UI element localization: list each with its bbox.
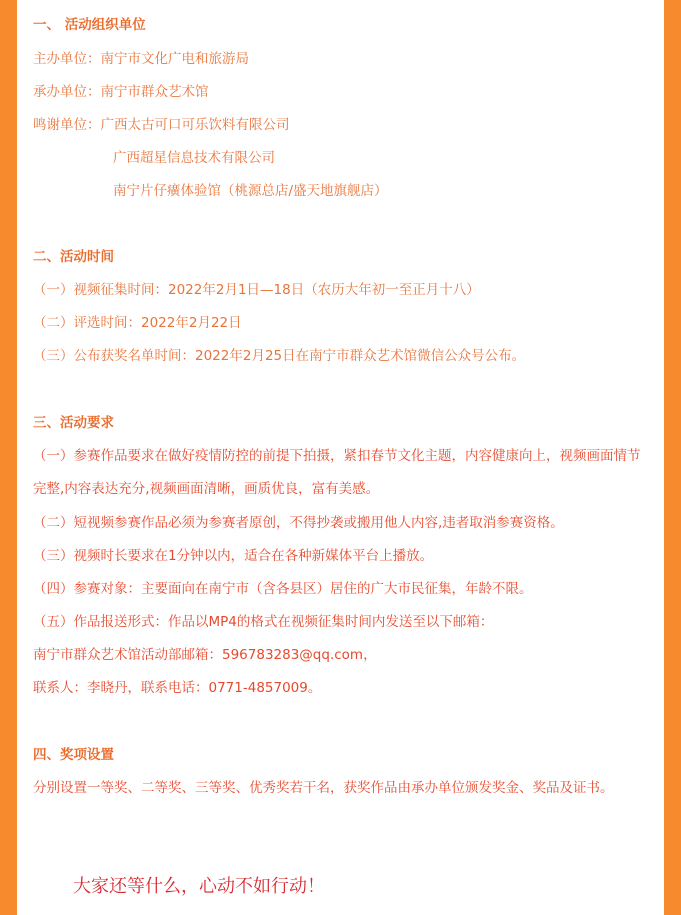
thanks-unit-2: 广西超星信息技术有限公司 [113,150,275,166]
schedule-item: （二）评选时间：2022年2月22日 [33,315,242,331]
schedule-item: （一）视频征集时间：2022年2月1日—18日（农历大年初一至正月十八） [33,282,480,298]
section-heading-organizers: 一、 活动组织单位 [33,17,146,33]
thanks-unit-3: 南宁片仔癀体验馆（桃源总店/盛天地旗舰店） [113,183,388,199]
host-unit: 主办单位：南宁市文化广电和旅游局 [33,51,249,67]
requirement-item-3: （三）视频时长要求在1分钟以内，适合在各种新媒体平台上播放。 [33,548,434,564]
section-heading-schedule: 二、活动时间 [33,249,114,265]
awards-text: 分别设置一等奖、二等奖、三等奖、优秀奖若干名，获奖作品由承办单位颁发奖金、奖品及证书。 [33,780,614,796]
closing-slogan: 大家还等什么，心动不如行动！ [73,876,325,897]
undertaker-unit: 承办单位：南宁市群众艺术馆 [33,84,209,100]
section-heading-requirements: 三、活动要求 [33,415,114,431]
requirement-item-1: （一）参赛作品要求在做好疫情防控的前提下拍摄，紧扣春节文化主题，内容健康向上，视频画面情节完整,内容表达充分,视频画面清晰，画质优良，富有美感。 [33,448,641,497]
schedule-item: （三）公布获奖名单时间：2022年2月25日在南宁市群众艺术馆微信公众号公布。 [33,348,526,364]
requirement-item-4: （四）参赛对象：主要面向在南宁市（含各县区）居住的广大市民征集，年龄不限。 [33,581,533,597]
thanks-unit-1: 鸣谢单位：广西太古可口可乐饮料有限公司 [33,117,290,133]
contact-person: 联系人：李晓丹，联系电话：0771-4857009。 [33,680,322,696]
requirement-item-2: （二）短视频参赛作品必须为参赛者原创，不得抄袭或搬用他人内容,违者取消参赛资格。 [33,515,564,531]
contact-email: 南宁市群众艺术馆活动部邮箱：596783283@qq.com， [33,647,377,663]
section-heading-awards: 四、奖项设置 [33,747,114,763]
requirement-item-5: （五）作品报送形式：作品以MP4的格式在视频征集时间内发送至以下邮箱： [33,614,494,630]
